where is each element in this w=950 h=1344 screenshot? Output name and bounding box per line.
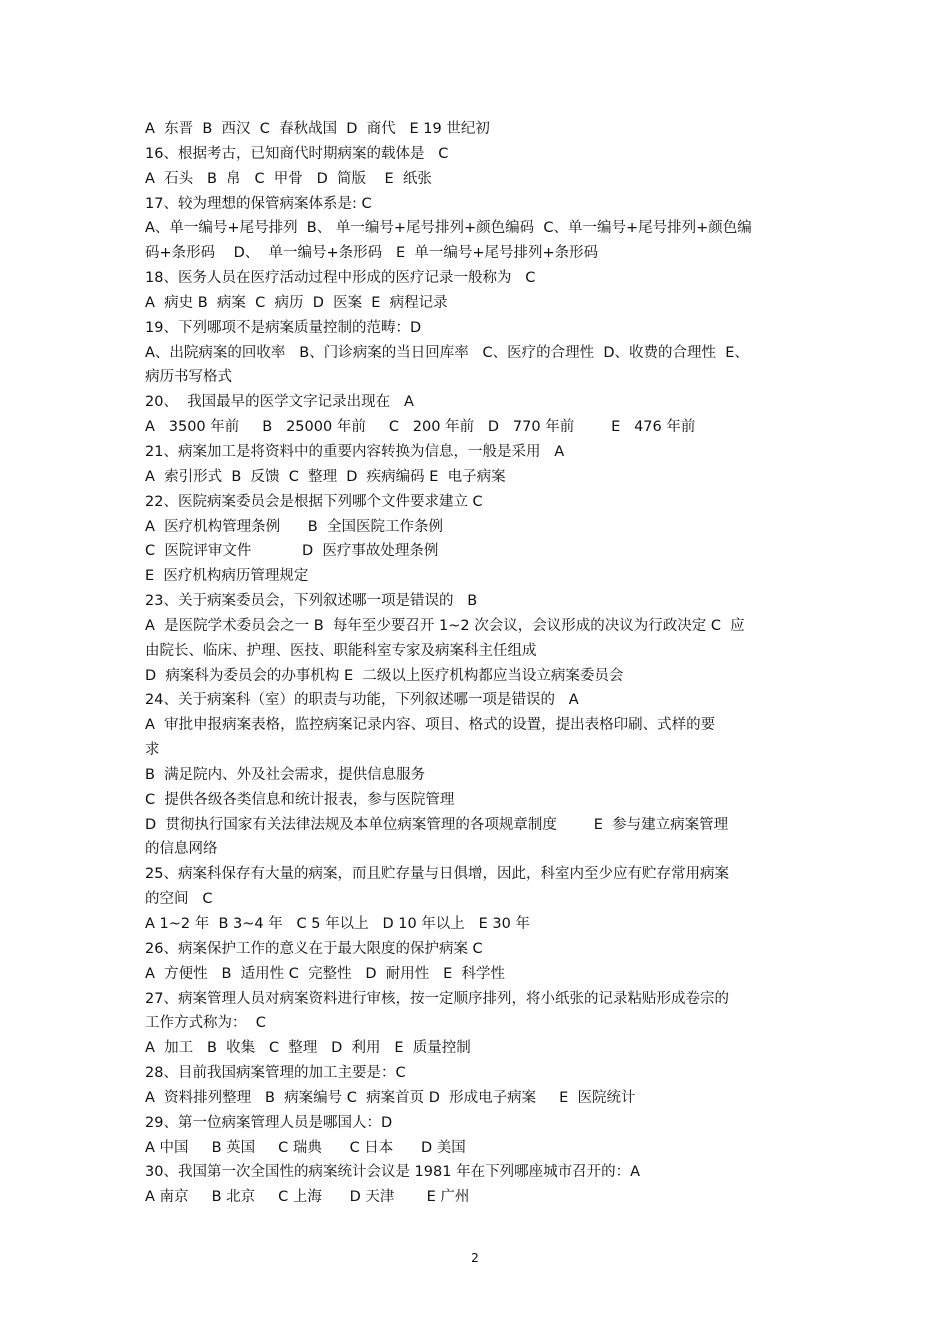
text-line: A 医疗机构管理条例 B 全国医院工作条例 [145, 518, 443, 535]
text-line: 23、关于病案委员会，下列叙述哪一项是错误的 B [145, 593, 478, 610]
text-line: A 是医院学术委员会之一 B 每年至少要召开 1~2 次会议，会议形成的决议为行政决定 C 应 [145, 617, 745, 634]
text-line: A 石头 B 帛 C 甲骨 D 简版 E 纸张 [145, 170, 432, 187]
text-line: A 中国 B 英国 C 瑞典 C 日本 D 美国 [145, 1139, 466, 1156]
text-line: A 方便性 B 适用性 C 完整性 D 耐用性 E 科学性 [145, 965, 505, 982]
text-line: 的信息网络 [145, 841, 218, 858]
text-line: 21、病案加工是将资料中的重要内容转换为信息，一般是采用 A [145, 443, 565, 460]
text-line: 19、下列哪项不是病案质量控制的范畴：D [145, 319, 422, 336]
text-line: 的空间 C [145, 891, 213, 908]
text-line: 28、目前我国病案管理的加工主要是：C [145, 1065, 406, 1082]
page-number: 2 [471, 1251, 479, 1265]
text-line: E 医疗机构病历管理规定 [145, 568, 309, 585]
text-line: C 提供各级各类信息和统计报表，参与医院管理 [145, 791, 455, 808]
text-line: 由院长、临床、护理、医技、职能科室专家及病案科主任组成 [145, 642, 537, 659]
text-line: A 3500 年前 B 25000 年前 C 200 年前 D 770 年前 E 476 年前 [145, 419, 696, 436]
text-line: 病历书写格式 [145, 369, 232, 386]
text-line: A 审批申报病案表格，监控病案记录内容、项目、格式的设置，提出表格印刷、式样的要 [145, 717, 716, 734]
text-line: 24、关于病案科（室）的职责与功能，下列叙述哪一项是错误的 A [145, 692, 579, 709]
text-line: 18、医务人员在医疗活动过程中形成的医疗记录一般称为 C [145, 270, 536, 287]
text-line: A 索引形式 B 反馈 C 整理 D 疾病编码 E 电子病案 [145, 468, 506, 485]
text-line: D 病案科为委员会的办事机构 E 二级以上医疗机构都应当设立病案委员会 [145, 667, 624, 684]
text-line: A 病史 B 病案 C 病历 D 医案 E 病程记录 [145, 294, 448, 311]
text-line: 17、较为理想的保管病案体系是: C [145, 195, 372, 212]
question-list [145, 117, 810, 1210]
text-line: 码+条形码 D、 单一编号+条形码 E 单一编号+尾号排列+条形码 [145, 245, 599, 262]
text-line: B 满足院内、外及社会需求，提供信息服务 [145, 766, 426, 783]
text-line: 16、根据考古，已知商代时期病案的载体是 C [145, 145, 449, 162]
text-line: A 加工 B 收集 C 整理 D 利用 E 质量控制 [145, 1040, 471, 1057]
text-line: 求 [145, 742, 160, 759]
text-line: C 医院评审文件 D 医疗事故处理条例 [145, 543, 439, 560]
text-line: 工作方式称为： C [145, 1015, 266, 1032]
text-line: A 1~2 年 B 3~4 年 C 5 年以上 D 10 年以上 E 30 年 [145, 916, 530, 932]
text-line: 20、 我国最早的医学文字记录出现在 A [145, 394, 414, 411]
text-line: 29、第一位病案管理人员是哪国人：D [145, 1114, 393, 1131]
text-line: A、出院病案的回收率 B、门诊病案的当日回库率 C、医疗的合理性 D、收费的合理性 E、 [145, 344, 749, 361]
text-line: 26、病案保护工作的意义在于最大限度的保护病案 C [145, 940, 483, 957]
text-line: D 贯彻执行国家有关法律法规及本单位病案管理的各项规章制度 E 参与建立病案管理 [145, 816, 729, 833]
text-line: 27、病案管理人员对病案资料进行审核，按一定顺序排列，将小纸张的记录粘贴形成卷宗的 [145, 990, 729, 1007]
text-line: A 南京 B 北京 C 上海 D 天津 E 广州 [145, 1189, 470, 1206]
text-line: A 东晋 B 西汉 C 春秋战国 D 商代 E 19 世纪初 [145, 121, 490, 137]
text-line: 22、医院病案委员会是根据下列哪个文件要求建立 C [145, 493, 483, 510]
text-line: A、单一编号+尾号排列 B、 单一编号+尾号排列+颜色编码 C、单一编号+尾号排列+颜色编 [145, 220, 752, 237]
text-line: 25、病案科保存有大量的病案，而且贮存量与日俱增，因此，科室内至少应有贮存常用病案 [145, 866, 729, 883]
text-line: A 资料排列整理 B 病案编号 C 病案首页 D 形成电子病案 E 医院统计 [145, 1089, 636, 1106]
text-line: 30、我国第一次全国性的病案统计会议是 1981 年在下列哪座城市召开的：A [145, 1164, 640, 1181]
